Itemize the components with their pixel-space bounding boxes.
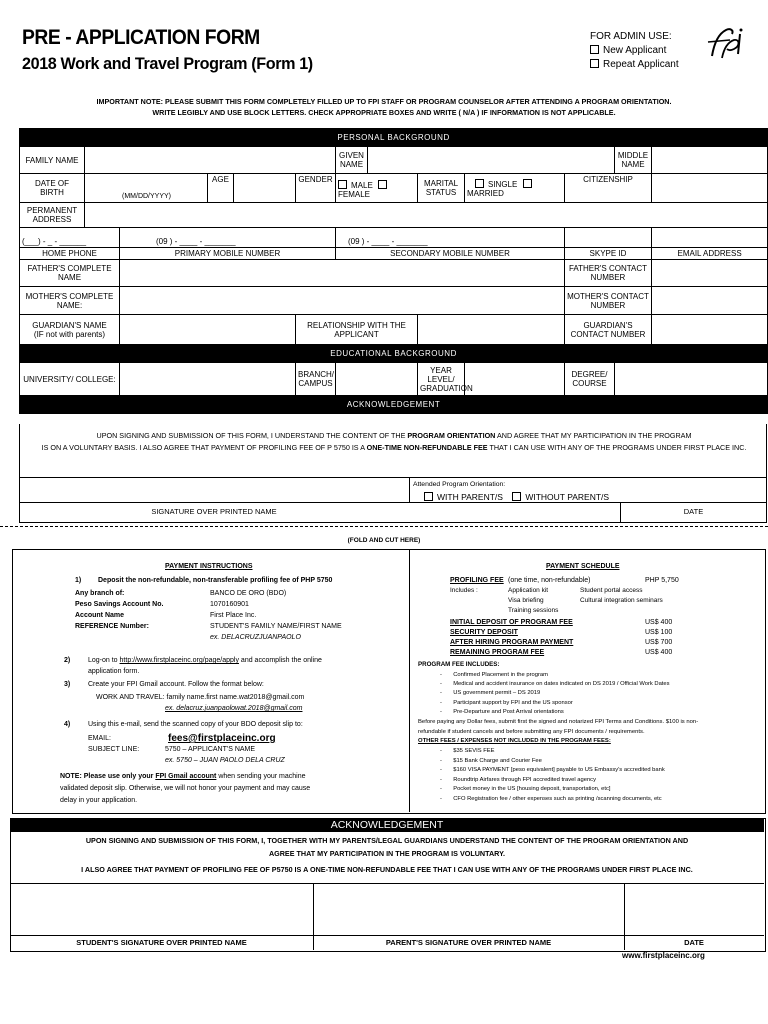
- guardian-name-field[interactable]: [120, 315, 296, 345]
- step-2-num: 2): [64, 657, 71, 664]
- payment-note-2: validated deposit slip. Otherwise, we will not honor your payment and may cause: [60, 785, 311, 792]
- skype-label: SKYPE ID: [565, 248, 652, 260]
- acknowledgement-text: [20, 430, 768, 454]
- fee-label: AFTER HIRING PROGRAM PAYMENT: [450, 639, 574, 646]
- website-link[interactable]: www.firstplaceinc.org: [622, 951, 705, 960]
- citizenship-label: CITIZENSHIP: [565, 174, 652, 203]
- home-phone-label: HOME PHONE: [20, 248, 120, 260]
- year-level-label: YEAR LEVEL/ GRADUATION: [418, 363, 465, 396]
- profiling-fee-value: PHP 5,750: [645, 577, 679, 584]
- account-name-value: First Place Inc.: [210, 612, 257, 619]
- father-name-label: FATHER'S COMPLETE NAME: [20, 260, 120, 287]
- ack-text-1b: PROGRAM ORIENTATION: [407, 431, 496, 440]
- step-2-c: application form.: [88, 668, 140, 675]
- ack2-date-field[interactable]: [625, 884, 763, 934]
- age-field[interactable]: [234, 174, 296, 203]
- student-signature-field[interactable]: [11, 884, 312, 934]
- fpi-logo-icon: [700, 22, 748, 66]
- list-item-text: Confirmed Placement in the program: [453, 672, 548, 678]
- branch-field[interactable]: [336, 363, 418, 396]
- mother-contact-field[interactable]: [652, 287, 768, 315]
- father-contact-field[interactable]: [652, 260, 768, 287]
- attended-options: [424, 492, 609, 502]
- date-label: DATE: [683, 507, 704, 516]
- list-item-text: Pre-Departure and Post Arrival orientations: [453, 708, 564, 715]
- father-contact-label: FATHER'S CONTACT NUMBER: [565, 260, 652, 287]
- parent-signature-label: PARENT'S SIGNATURE OVER PRINTED NAME: [385, 938, 552, 947]
- reference-value: STUDENT'S FAMILY NAME/FIRST NAME: [210, 623, 342, 630]
- primary-mobile-field[interactable]: (09 ) - ____ - _______: [120, 228, 336, 248]
- dob-field[interactable]: [85, 174, 208, 203]
- form-subtitle: 2018 Work and Travel Program (Form 1): [22, 54, 313, 73]
- year-level-field[interactable]: [465, 363, 565, 396]
- single-label: SINGLE: [488, 179, 518, 189]
- fee-row: [450, 628, 680, 638]
- list-item-text: Roundtrip Airfares through FPI accredited travel agency: [453, 776, 596, 783]
- ack-text-1c: AND AGREE THAT MY PARTICIPATION IN THE PROGRAM: [495, 431, 692, 440]
- fee-label: SECURITY DEPOSIT: [450, 629, 518, 636]
- include-training: Training sessions: [508, 607, 559, 614]
- list-item-text: $160 VISA PAYMENT [peso equivalent] payable to US Embassy's accredited bank: [453, 767, 665, 774]
- citizenship-field[interactable]: [652, 174, 768, 203]
- university-field[interactable]: [120, 363, 296, 396]
- fee-label: REMAINING PROGRAM FEE: [450, 649, 545, 656]
- list-item: - $160 VISA PAYMENT [peso equivalent] payable to US Embassy's accredited bank: [440, 767, 665, 774]
- branch-label: BRANCH/ CAMPUS: [296, 363, 336, 396]
- reference-label: REFERENCE Number:: [75, 623, 149, 630]
- secondary-mobile-field[interactable]: (09 ) - ____ - _______: [336, 228, 565, 248]
- other-fees-label: OTHER FEES / EXPENSES NOT INCLUDED IN THE PROGRAM FEES:: [418, 738, 611, 744]
- personal-background-table: [19, 128, 768, 414]
- degree-field[interactable]: [615, 363, 768, 396]
- account-number-label: Peso Savings Account No.: [75, 601, 164, 608]
- step-2-b: and accomplish the online: [238, 657, 322, 664]
- with-parents-checkbox[interactable]: [424, 492, 433, 501]
- female-label: FEMALE: [338, 190, 371, 199]
- fee-list: [450, 618, 680, 658]
- gmail-format: WORK AND TRAVEL: family name.first name.wat2018@gmail.com: [96, 694, 305, 701]
- dollar-fees-note: [418, 718, 762, 747]
- middle-name-field[interactable]: [652, 147, 768, 174]
- apply-link[interactable]: http://www.firstplaceinc.org/page/apply: [119, 657, 239, 664]
- marital-status-label: MARITAL STATUS: [418, 174, 465, 203]
- other-fees-list: [440, 747, 665, 805]
- form-title: PRE - APPLICATION FORM: [22, 26, 260, 49]
- degree-label: DEGREE/ COURSE: [565, 363, 615, 396]
- list-item-text: Pocket money in the US [housing deposit, transportation, etc]: [453, 786, 611, 793]
- family-name-field[interactable]: [85, 147, 336, 174]
- fee-value: US$ 100: [645, 629, 673, 636]
- repeat-applicant-label: Repeat Applicant: [603, 59, 679, 70]
- parent-signature-field[interactable]: [314, 884, 623, 934]
- home-phone-field[interactable]: (___) - _ - ______: [20, 228, 120, 248]
- list-item: - Medical and accident insurance on dates indicated on DS 2019 / Official Work Dates: [440, 681, 670, 688]
- parent-acknowledgement-text: [14, 835, 760, 877]
- guardian-hint: (IF not with parents): [33, 329, 106, 339]
- list-item: - $15 Bank Charge and Courier Fee: [440, 757, 542, 764]
- repeat-applicant-option[interactable]: [590, 58, 679, 72]
- family-name-label: FAMILY NAME: [20, 147, 85, 174]
- parent-acknowledgement-header: ACKNOWLEDGEMENT: [10, 818, 764, 832]
- include-visa: Visa briefing: [508, 597, 544, 604]
- subject-line-label: SUBJECT LINE:: [88, 746, 140, 753]
- student-signature-label: STUDENT'S SIGNATURE OVER PRINTED NAME: [76, 938, 247, 947]
- step-2-text: [88, 656, 322, 666]
- payment-schedule-title: PAYMENT SCHEDULE: [546, 563, 620, 570]
- important-note: [0, 96, 768, 118]
- middle-name-label: MIDDLE NAME: [615, 147, 652, 174]
- list-item: - Confirmed Placement in the program: [440, 672, 548, 678]
- ack2-date-label: DATE: [684, 938, 704, 947]
- fees-email-link[interactable]: fees@firstplaceinc.org: [168, 733, 276, 744]
- female-checkbox[interactable]: [378, 180, 387, 189]
- signature-label: SIGNATURE OVER PRINTED NAME: [151, 507, 277, 516]
- step-3-text: Create your FPI Gmail account. Follow the format below:: [88, 681, 264, 688]
- given-name-label: GIVEN NAME: [336, 147, 368, 174]
- reference-example: ex. DELACRUZJUANPAOLO: [210, 634, 301, 641]
- mother-name-field[interactable]: [120, 287, 565, 315]
- note-line-1: IMPORTANT NOTE: PLEASE SUBMIT THIS FORM COMPLETELY FILLED UP TO FPI STAFF OR PROGRAM COUNSELOR AFTER ATTENDING A PROGRAM ORIENTATION.: [96, 97, 672, 106]
- gender-options: [336, 174, 418, 203]
- mother-name-label: MOTHER'S COMPLETE NAME:: [20, 287, 120, 315]
- program-includes-list: [440, 671, 670, 717]
- mother-contact-label: MOTHER'S CONTACT NUMBER: [565, 287, 652, 315]
- list-item: - $35 SEVIS FEE: [440, 748, 495, 754]
- guardian-contact-field[interactable]: [652, 315, 768, 345]
- fee-value: US$ 400: [645, 649, 673, 656]
- admin-label: FOR ADMIN USE:: [590, 31, 672, 42]
- ack-text-1a: UPON SIGNING AND SUBMISSION OF THIS FORM, I UNDERSTAND THE CONTENT OF THE: [96, 431, 408, 440]
- secondary-mobile-label: SECONDARY MOBILE NUMBER: [336, 248, 565, 260]
- skype-field[interactable]: [565, 228, 652, 248]
- with-parents-label: WITH PARENT/S: [437, 492, 503, 502]
- new-applicant-option[interactable]: [590, 44, 679, 58]
- branch-label: Any branch of:: [75, 590, 125, 597]
- fee-value: US$ 700: [645, 639, 673, 646]
- account-number-value: 1070160901: [210, 601, 249, 608]
- include-application-kit: Application kit: [508, 587, 549, 594]
- ack-text-2c: THAT I CAN USE WITH ANY OF THE PROGRAMS UNDER FIRST PLACE INC.: [487, 443, 747, 452]
- fee-value: US$ 400: [645, 619, 673, 626]
- ack-text-2a: IS ON A VOLUNTARY BASIS. I ALSO AGREE THAT PAYMENT OF PROFILING FEE OF P 5750 IS A: [41, 443, 367, 452]
- given-name-field[interactable]: [368, 147, 615, 174]
- signature-field[interactable]: [20, 478, 408, 502]
- fee-row: [450, 648, 680, 658]
- checkbox[interactable]: [590, 45, 599, 54]
- relationship-field[interactable]: [418, 315, 565, 345]
- include-cultural: Cultural integration seminars: [580, 597, 663, 604]
- fee-label: INITIAL DEPOSIT OF PROGRAM FEE: [450, 619, 573, 626]
- step-1-num: 1): [75, 577, 82, 584]
- step-4-num: 4): [64, 721, 71, 728]
- subject-line-example: ex. 5750 – JUAN PAOLO DELA CRUZ: [165, 757, 285, 764]
- address-label: PERMANENT ADDRESS: [20, 203, 85, 228]
- attended-orientation-label: Attended Program Orientation:: [413, 481, 506, 488]
- payment-note-3: delay in your application.: [60, 797, 138, 804]
- married-label: MARRIED: [467, 188, 504, 198]
- list-item: - Participant support by FPI and the US sponsor: [440, 699, 573, 706]
- new-applicant-label: New Applicant: [603, 45, 667, 56]
- dollar-note-1: Before paying any Dollar fees, submit first the signed and notarized FPI Terms and Conditions. $100 is non-: [418, 719, 699, 725]
- step-3-num: 3): [64, 681, 71, 688]
- note-line-2: WRITE LEGIBLY AND USE BLOCK LETTERS. CHECK APPROPRIATE BOXES AND WRITE ( N/A ) IF INFORMATION IS NOT APPLICABLE.: [152, 108, 616, 117]
- married-checkbox[interactable]: [523, 179, 532, 188]
- dollar-note-2: refundable if student cancels and before submitting any FPI documents / requirements.: [418, 728, 645, 735]
- dob-hint: (MM/DD/YYYY): [122, 193, 171, 200]
- father-name-field[interactable]: [120, 260, 565, 287]
- university-label: UNIVERSITY/ COLLEGE:: [20, 363, 120, 396]
- relationship-label: RELATIONSHIP WITH THE APPLICANT: [296, 315, 418, 345]
- single-checkbox[interactable]: [475, 179, 484, 188]
- step-4-text: Using this e-mail, send the scanned copy of your BDO deposit slip to:: [88, 721, 303, 728]
- address-field[interactable]: [85, 203, 768, 228]
- list-item-text: Participant support by FPI and the US sponsor: [453, 699, 573, 706]
- account-name-label: Account Name: [75, 612, 125, 619]
- personal-background-header: PERSONAL BACKGROUND: [20, 129, 768, 147]
- without-parents-label: WITHOUT PARENT/S: [525, 492, 610, 502]
- male-label: MALE: [351, 181, 373, 190]
- primary-mobile-label: PRIMARY MOBILE NUMBER: [120, 248, 336, 260]
- branch-value: BANCO DE ORO (BDO): [210, 590, 287, 597]
- payment-note-1: [60, 772, 306, 782]
- subject-line-value: 5750 – APPLICANT'S NAME: [165, 746, 256, 753]
- ack2-line-1: UPON SIGNING AND SUBMISSION OF THIS FORM, I, TOGETHER WITH MY PARENTS/LEGAL GUARDIANS UNDERSTAND THE CONTENT OF THE PROGRAM ORIENTATION AND: [85, 836, 689, 845]
- admin-use-box: [590, 30, 679, 72]
- dob-label: DATE OF BIRTH: [20, 174, 85, 203]
- male-checkbox[interactable]: [338, 180, 347, 189]
- payment-instructions-title: PAYMENT INSTRUCTIONS: [165, 563, 253, 570]
- fee-row: [450, 618, 680, 628]
- gmail-example: ex. delacruz.juanpaolowat.2018@gmail.com: [165, 705, 303, 712]
- step-1-text: Deposit the non-refundable, non-transferable profiling fee of PHP 5750: [98, 577, 333, 584]
- includes-label: Includes :: [450, 587, 478, 594]
- list-item-text: Medical and accident insurance on dates indicated on DS 2019 / Official Work Dates: [453, 681, 670, 688]
- program-includes-label: PROGRAM FEE INCLUDES:: [418, 661, 500, 668]
- list-item-text: CFO Registration fee / other expenses such as printing /scanning documents, etc: [453, 795, 662, 802]
- list-item-text: $15 Bank Charge and Courier Fee: [453, 757, 542, 764]
- gender-label: GENDER: [296, 174, 336, 203]
- guardian-contact-label: GUARDIAN'S CONTACT NUMBER: [565, 315, 652, 345]
- age-label: AGE: [208, 174, 234, 203]
- ack-text-2b: ONE-TIME NON-REFUNDABLE FEE: [366, 443, 488, 452]
- profiling-fee-label: PROFILING FEE: [450, 577, 504, 584]
- profiling-fee-desc: (one time, non-refundable): [508, 577, 591, 584]
- list-item: - CFO Registration fee / other expenses such as printing /scanning documents, etc: [440, 795, 662, 802]
- ack2-line-3: I ALSO AGREE THAT PAYMENT OF PROFILING FEE OF P5750 IS A ONE-TIME NON-REFUNDABLE FEE THAT I CAN USE WITH ANY OF THE PROGRAMS UNDER FIRST PLACE INC.: [81, 865, 693, 874]
- fee-row: [450, 638, 680, 648]
- email-field[interactable]: [652, 228, 768, 248]
- list-item: - Pre-Departure and Post Arrival orientations: [440, 708, 564, 715]
- list-item: - Roundtrip Airfares through FPI accredited travel agency: [440, 776, 596, 783]
- educational-background-header: EDUCATIONAL BACKGROUND: [20, 345, 768, 363]
- without-parents-checkbox[interactable]: [512, 492, 521, 501]
- note-a: NOTE: Please use only your: [60, 773, 156, 780]
- guardian-name-text: GUARDIAN'S NAME: [32, 320, 107, 330]
- list-item: - US government permit – DS 2019: [440, 690, 541, 697]
- note-c: when sending your machine: [216, 773, 306, 780]
- step-2-a: Log-on to: [88, 657, 120, 664]
- fold-line: [0, 526, 768, 527]
- list-item-text: $35 SEVIS FEE: [453, 748, 495, 754]
- list-item-text: US government permit – DS 2019: [453, 690, 541, 697]
- email-label: EMAIL ADDRESS: [652, 248, 768, 260]
- note-b: FPI Gmail account: [155, 773, 217, 780]
- include-portal: Student portal access: [580, 587, 643, 594]
- list-item: - Pocket money in the US [housing deposit, transportation, etc]: [440, 786, 611, 793]
- guardian-name-label: [20, 315, 120, 345]
- fold-label: (FOLD AND CUT HERE): [347, 537, 421, 544]
- checkbox[interactable]: [590, 59, 599, 68]
- acknowledgement-header: ACKNOWLEDGEMENT: [20, 396, 768, 414]
- ack2-line-2: AGREE THAT MY PARTICIPATION IN THE PROGRAM IS VOLUNTARY.: [268, 848, 506, 858]
- email-label: EMAIL:: [88, 735, 111, 742]
- marital-options: [465, 174, 565, 203]
